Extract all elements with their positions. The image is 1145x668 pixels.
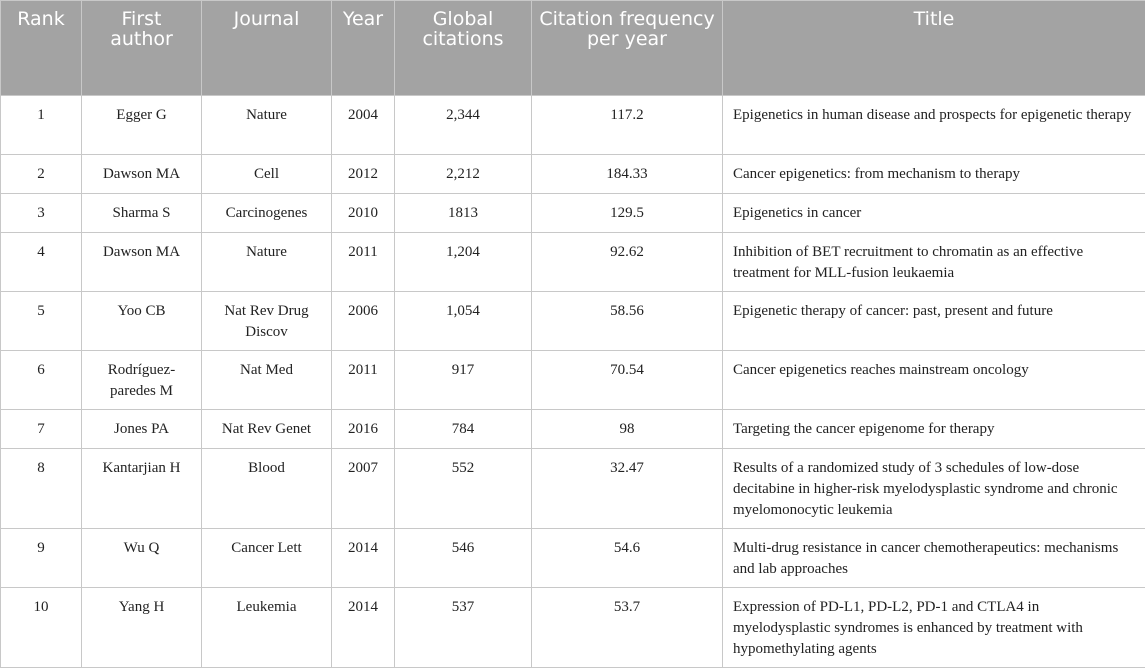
table-row <box>1 410 1145 449</box>
cell-year: 2007 <box>332 449 395 529</box>
cell-author: Kantarjian H <box>82 449 202 529</box>
header-first-author: First author <box>82 1 202 96</box>
cell-frequency: 32.47 <box>532 449 723 529</box>
cell-year: 2004 <box>332 96 395 155</box>
cell-author: Yoo CB <box>82 292 202 351</box>
cell-citations: 917 <box>395 351 532 410</box>
table-row <box>1 529 1145 588</box>
header-rank: Rank <box>1 1 82 96</box>
header-year: Year <box>332 1 395 96</box>
cell-rank: 2 <box>1 155 82 194</box>
cell-frequency: 53.7 <box>532 588 723 668</box>
cell-title: Inhibition of BET recruitment to chromatin as an effective treatment for MLL-fusion leukaemia <box>723 233 1145 292</box>
cell-author: Sharma S <box>82 194 202 233</box>
cell-year: 2010 <box>332 194 395 233</box>
cell-journal: Nat Rev Genet <box>202 410 332 449</box>
cell-rank: 9 <box>1 529 82 588</box>
cell-frequency: 92.62 <box>532 233 723 292</box>
cell-frequency: 184.33 <box>532 155 723 194</box>
cell-author: Egger G <box>82 96 202 155</box>
cell-citations: 2,344 <box>395 96 532 155</box>
cell-journal: Cancer Lett <box>202 529 332 588</box>
cell-author: Dawson MA <box>82 155 202 194</box>
cell-author: Rodríguez-paredes M <box>82 351 202 410</box>
cell-year: 2011 <box>332 233 395 292</box>
cell-title: Targeting the cancer epigenome for therapy <box>723 410 1145 449</box>
cell-rank: 5 <box>1 292 82 351</box>
cell-author: Yang H <box>82 588 202 668</box>
cell-rank: 10 <box>1 588 82 668</box>
cell-rank: 3 <box>1 194 82 233</box>
table-row <box>1 292 1145 351</box>
cell-journal: Nat Rev Drug Discov <box>202 292 332 351</box>
cell-rank: 7 <box>1 410 82 449</box>
cell-journal: Cell <box>202 155 332 194</box>
cell-journal: Nat Med <box>202 351 332 410</box>
header-citation-frequency: Citation frequency per year <box>532 1 723 96</box>
table-row <box>1 194 1145 233</box>
header-title: Title <box>723 1 1145 96</box>
cell-citations: 552 <box>395 449 532 529</box>
cell-year: 2012 <box>332 155 395 194</box>
cell-journal: Blood <box>202 449 332 529</box>
cell-citations: 1813 <box>395 194 532 233</box>
cell-year: 2011 <box>332 351 395 410</box>
cell-title: Epigenetic therapy of cancer: past, present and future <box>723 292 1145 351</box>
cell-journal: Leukemia <box>202 588 332 668</box>
cell-citations: 1,204 <box>395 233 532 292</box>
table-row <box>1 449 1145 529</box>
cell-journal: Nature <box>202 96 332 155</box>
cell-title: Cancer epigenetics reaches mainstream oncology <box>723 351 1145 410</box>
cell-rank: 4 <box>1 233 82 292</box>
cell-citations: 784 <box>395 410 532 449</box>
cell-rank: 6 <box>1 351 82 410</box>
header-journal: Journal <box>202 1 332 96</box>
cell-title: Cancer epigenetics: from mechanism to therapy <box>723 155 1145 194</box>
cell-citations: 546 <box>395 529 532 588</box>
cell-title: Results of a randomized study of 3 schedules of low-dose decitabine in higher-risk myelodysplastic syndrome and chronic myelomonocytic leukemia <box>723 449 1145 529</box>
cell-year: 2006 <box>332 292 395 351</box>
cell-journal: Carcinogenes <box>202 194 332 233</box>
table-row <box>1 351 1145 410</box>
cell-citations: 2,212 <box>395 155 532 194</box>
cell-rank: 1 <box>1 96 82 155</box>
table-header-row <box>1 1 1145 96</box>
cell-title: Epigenetics in human disease and prospects for epigenetic therapy <box>723 96 1145 155</box>
cell-frequency: 129.5 <box>532 194 723 233</box>
cell-journal: Nature <box>202 233 332 292</box>
cell-frequency: 98 <box>532 410 723 449</box>
cell-year: 2016 <box>332 410 395 449</box>
cell-citations: 1,054 <box>395 292 532 351</box>
cell-rank: 8 <box>1 449 82 529</box>
cell-author: Jones PA <box>82 410 202 449</box>
table-row <box>1 96 1145 155</box>
cell-title: Multi-drug resistance in cancer chemotherapeutics: mechanisms and lab approaches <box>723 529 1145 588</box>
table-row <box>1 155 1145 194</box>
cell-year: 2014 <box>332 529 395 588</box>
cell-title: Epigenetics in cancer <box>723 194 1145 233</box>
table-row <box>1 588 1145 668</box>
cell-frequency: 54.6 <box>532 529 723 588</box>
cell-author: Dawson MA <box>82 233 202 292</box>
cell-frequency: 117.2 <box>532 96 723 155</box>
cell-year: 2014 <box>332 588 395 668</box>
cell-citations: 537 <box>395 588 532 668</box>
cell-frequency: 58.56 <box>532 292 723 351</box>
cell-author: Wu Q <box>82 529 202 588</box>
cell-title: Expression of PD-L1, PD-L2, PD-1 and CTLA4 in myelodysplastic syndromes is enhanced by treatment with hypomethylating agents <box>723 588 1145 668</box>
table-row <box>1 233 1145 292</box>
header-global-citations: Global citations <box>395 1 532 96</box>
cell-frequency: 70.54 <box>532 351 723 410</box>
